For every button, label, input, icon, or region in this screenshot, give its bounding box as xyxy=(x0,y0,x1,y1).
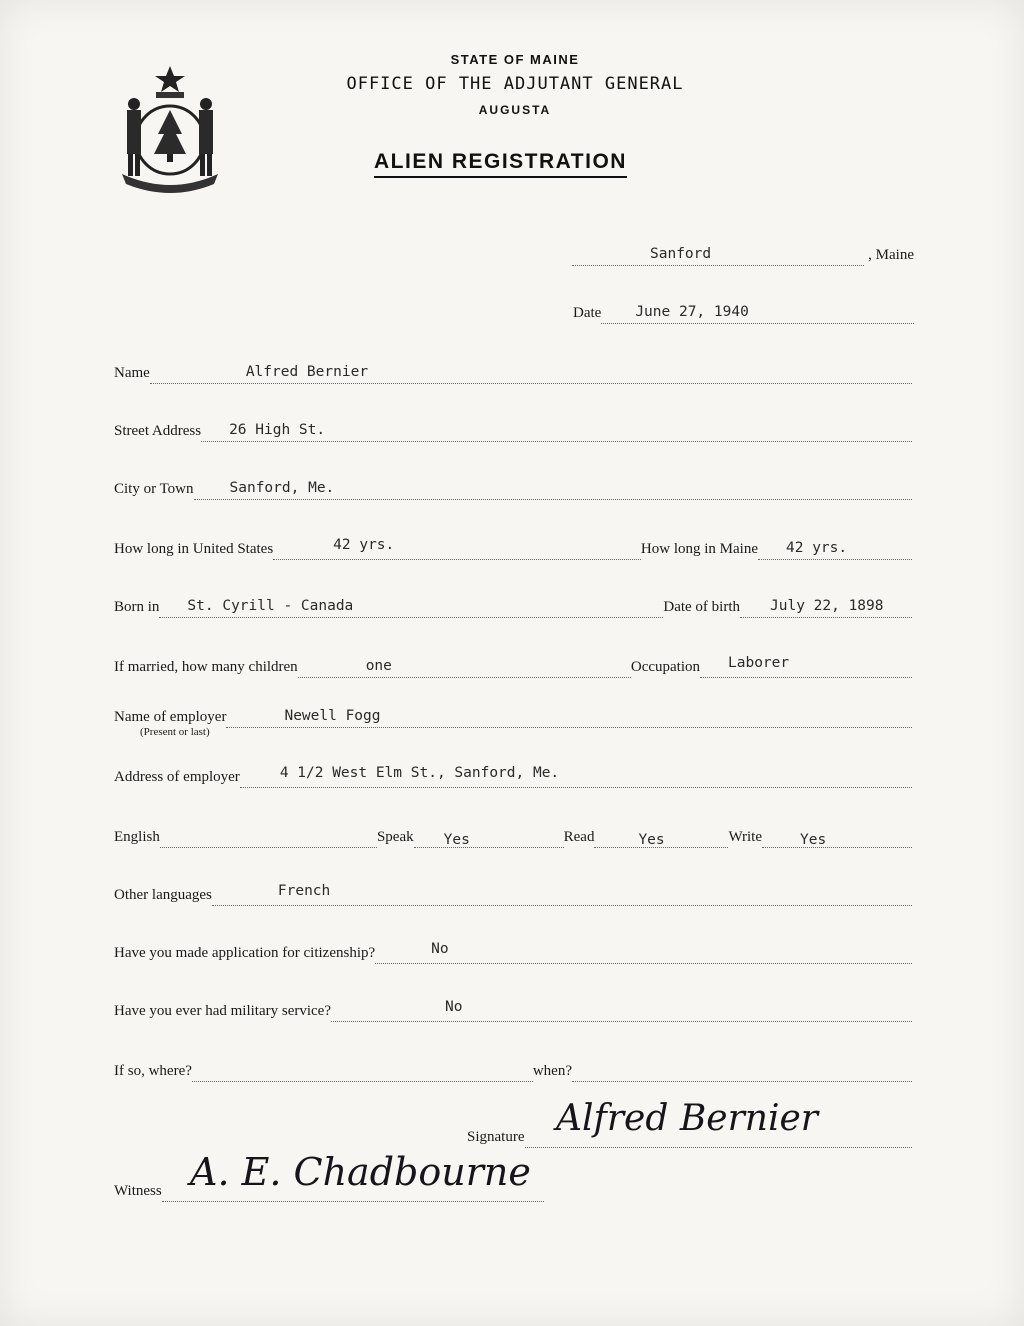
speak-value: Yes xyxy=(443,832,470,848)
witness-label: Witness xyxy=(114,1183,162,1199)
employer-label: Name of employer xyxy=(114,709,227,725)
citizenship-label: Have you made application for citizenship? xyxy=(114,945,376,961)
employer-sublabel: (Present or last) xyxy=(140,726,210,738)
dob-label: Date of birth xyxy=(663,599,740,615)
employer-address-label: Address of employer xyxy=(114,769,240,785)
english-row xyxy=(114,822,912,848)
location-suffix: , Maine xyxy=(868,247,914,263)
citizenship-row xyxy=(114,938,912,964)
us-years-value: 42 yrs. xyxy=(333,537,395,553)
form-title: ALIEN REGISTRATION xyxy=(374,150,627,178)
date-label: Date xyxy=(573,305,602,321)
date-row xyxy=(573,298,914,324)
employer-row xyxy=(114,702,912,728)
maine-years-label: How long in Maine xyxy=(640,541,758,557)
read-value: Yes xyxy=(638,832,665,848)
write-label: Write xyxy=(728,829,762,845)
location-value: Sanford xyxy=(650,246,712,262)
birth-row xyxy=(114,592,912,618)
when-label: when? xyxy=(532,1063,572,1079)
children-row xyxy=(114,652,912,678)
other-languages-label: Other languages xyxy=(114,887,212,903)
maine-years-value: 42 yrs. xyxy=(786,540,848,556)
read-label: Read xyxy=(563,829,595,845)
where-row xyxy=(114,1056,912,1082)
city-heading: AUGUSTA xyxy=(478,103,552,117)
us-years-label: How long in United States xyxy=(114,541,274,557)
signature-label: Signature xyxy=(467,1129,525,1145)
write-value: Yes xyxy=(800,832,827,848)
state-heading: STATE OF MAINE xyxy=(450,52,580,67)
location-row xyxy=(572,240,914,266)
street-value: 26 High St. xyxy=(229,422,326,438)
employer-address-value: 4 1/2 West Elm St., Sanford, Me. xyxy=(279,765,560,781)
occupation-value: Laborer xyxy=(728,655,790,671)
city-row xyxy=(114,474,912,500)
office-heading: OFFICE OF THE ADJUTANT GENERAL xyxy=(346,74,684,94)
born-value: St. Cyrill - Canada xyxy=(187,598,354,614)
where-label: If so, where? xyxy=(114,1063,192,1079)
military-label: Have you ever had military service? xyxy=(114,1003,331,1019)
date-value: June 27, 1940 xyxy=(635,304,749,320)
witness-value: A. E. Chadbourne xyxy=(190,1150,531,1194)
street-label: Street Address xyxy=(114,423,202,439)
city-value: Sanford, Me. xyxy=(229,480,335,496)
english-label: English xyxy=(114,829,160,845)
name-value: Alfred Bernier xyxy=(245,364,369,380)
state-of-maine-seal-icon xyxy=(112,62,228,194)
children-value: one xyxy=(365,658,392,674)
children-label: If married, how many children xyxy=(114,659,298,675)
occupation-label: Occupation xyxy=(630,659,700,675)
signature-value: Alfred Bernier xyxy=(556,1098,819,1139)
other-languages-row xyxy=(114,880,912,906)
speak-label: Speak xyxy=(376,829,414,845)
years-row xyxy=(114,534,912,560)
dob-value: July 22, 1898 xyxy=(770,598,884,614)
employer-address-row xyxy=(114,762,912,788)
street-row xyxy=(114,416,912,442)
citizenship-value: No xyxy=(431,941,449,957)
military-row xyxy=(114,996,912,1022)
name-row xyxy=(114,358,912,384)
employer-value: Newell Fogg xyxy=(284,708,381,724)
born-label: Born in xyxy=(114,599,160,615)
city-label: City or Town xyxy=(114,481,194,497)
name-label: Name xyxy=(114,365,150,381)
other-languages-value: French xyxy=(277,883,331,899)
military-value: No xyxy=(445,999,463,1015)
